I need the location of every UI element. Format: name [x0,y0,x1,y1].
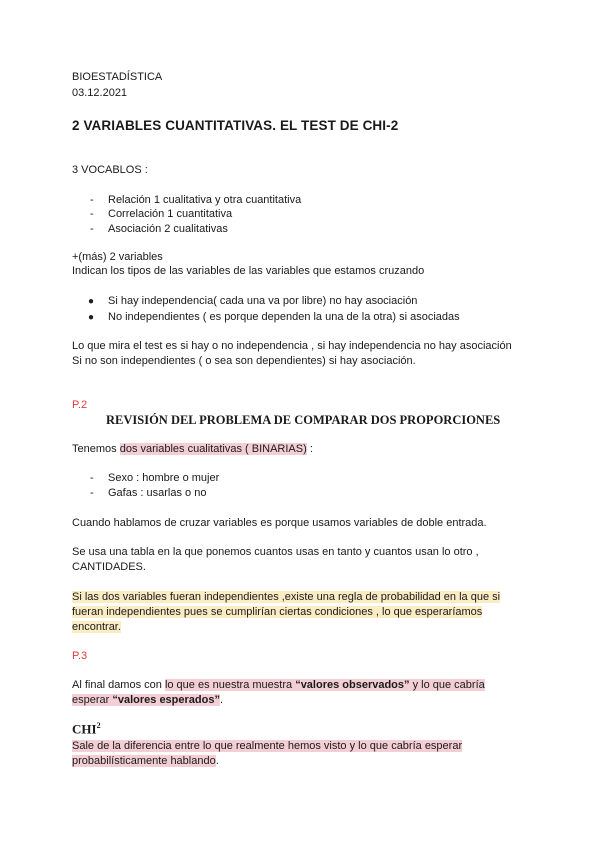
list-item: - Correlación 1 cuantitativa [90,208,233,220]
vocab-heading: 3 VOCABLOS : [72,164,148,176]
paragraph-line: Si no son independientes ( o sea son dependientes) si hay asociación. [72,355,416,367]
chi-heading: CHI$^2$ [72,721,101,737]
paragraph-line: Sale de la diferencia entre lo que realmente hemos visto y lo que cabría esperar [72,740,463,752]
paragraph-line: esperar “valores esperados”. [72,694,224,706]
list-item: - Relación 1 cualitativa y otra cuantitativa [90,194,302,206]
paragraph-line: Cuando hablamos de cruzar variables es porque usamos variables de doble entrada. [72,517,487,529]
paragraph-line: Se usa una tabla en la que ponemos cuantos usas en tanto y cuantos usan lo otro , [72,546,479,558]
list-item: ● No independientes ( es porque dependen la una de la otra) si asociadas [88,311,460,323]
paragraph-line: Al final damos con lo que es nuestra muestra “valores observados” y lo que cabría [72,679,485,691]
list-item: - Asociación 2 cualitativas [90,223,228,235]
paragraph-line: probabilísticamente hablando. [72,755,219,767]
date-label: 03.12.2021 [72,87,128,99]
more-vars-desc: Indican los tipos de las variables de las variables que estamos cruzando [72,265,425,277]
list-item: - Gafas : usarlas o no [90,487,207,499]
course-label: BIOESTADÍSTICA [72,71,163,83]
paragraph-line: Lo que mira el test es si hay o no independencia , si hay independencia no hay asociación [72,340,512,352]
list-item: ● Si hay independencia( cada una va por libre) no hay asociación [88,295,418,307]
paragraph-line: Si las dos variables fueran independientes ,existe una regla de probabilidad en la que si [72,591,501,603]
more-vars-line: +(más) 2 variables [72,251,163,263]
paragraph-line: Tenemos dos variables cualitativas ( BINARIAS) : [72,443,313,455]
paragraph-line: fueran independientes pues se cumplirían ciertas condiciones , lo que esperaríamos [72,606,483,618]
list-item: - Sexo : hombre o mujer [90,472,220,484]
section-subtitle: REVISIÓN DEL PROBLEMA DE COMPARAR DOS PROPORCIONES [106,413,501,427]
bullet-icon: ● [88,296,95,307]
paragraph-line: CANTIDADES. [72,561,146,573]
bullet-icon: ● [88,312,95,323]
paragraph-line: encontrar. [72,621,121,633]
page-marker: P.3 [72,650,88,662]
page-title: 2 VARIABLES CUANTITATIVAS. EL TEST DE CHI-2 [72,118,399,133]
page-marker: P.2 [72,399,88,411]
